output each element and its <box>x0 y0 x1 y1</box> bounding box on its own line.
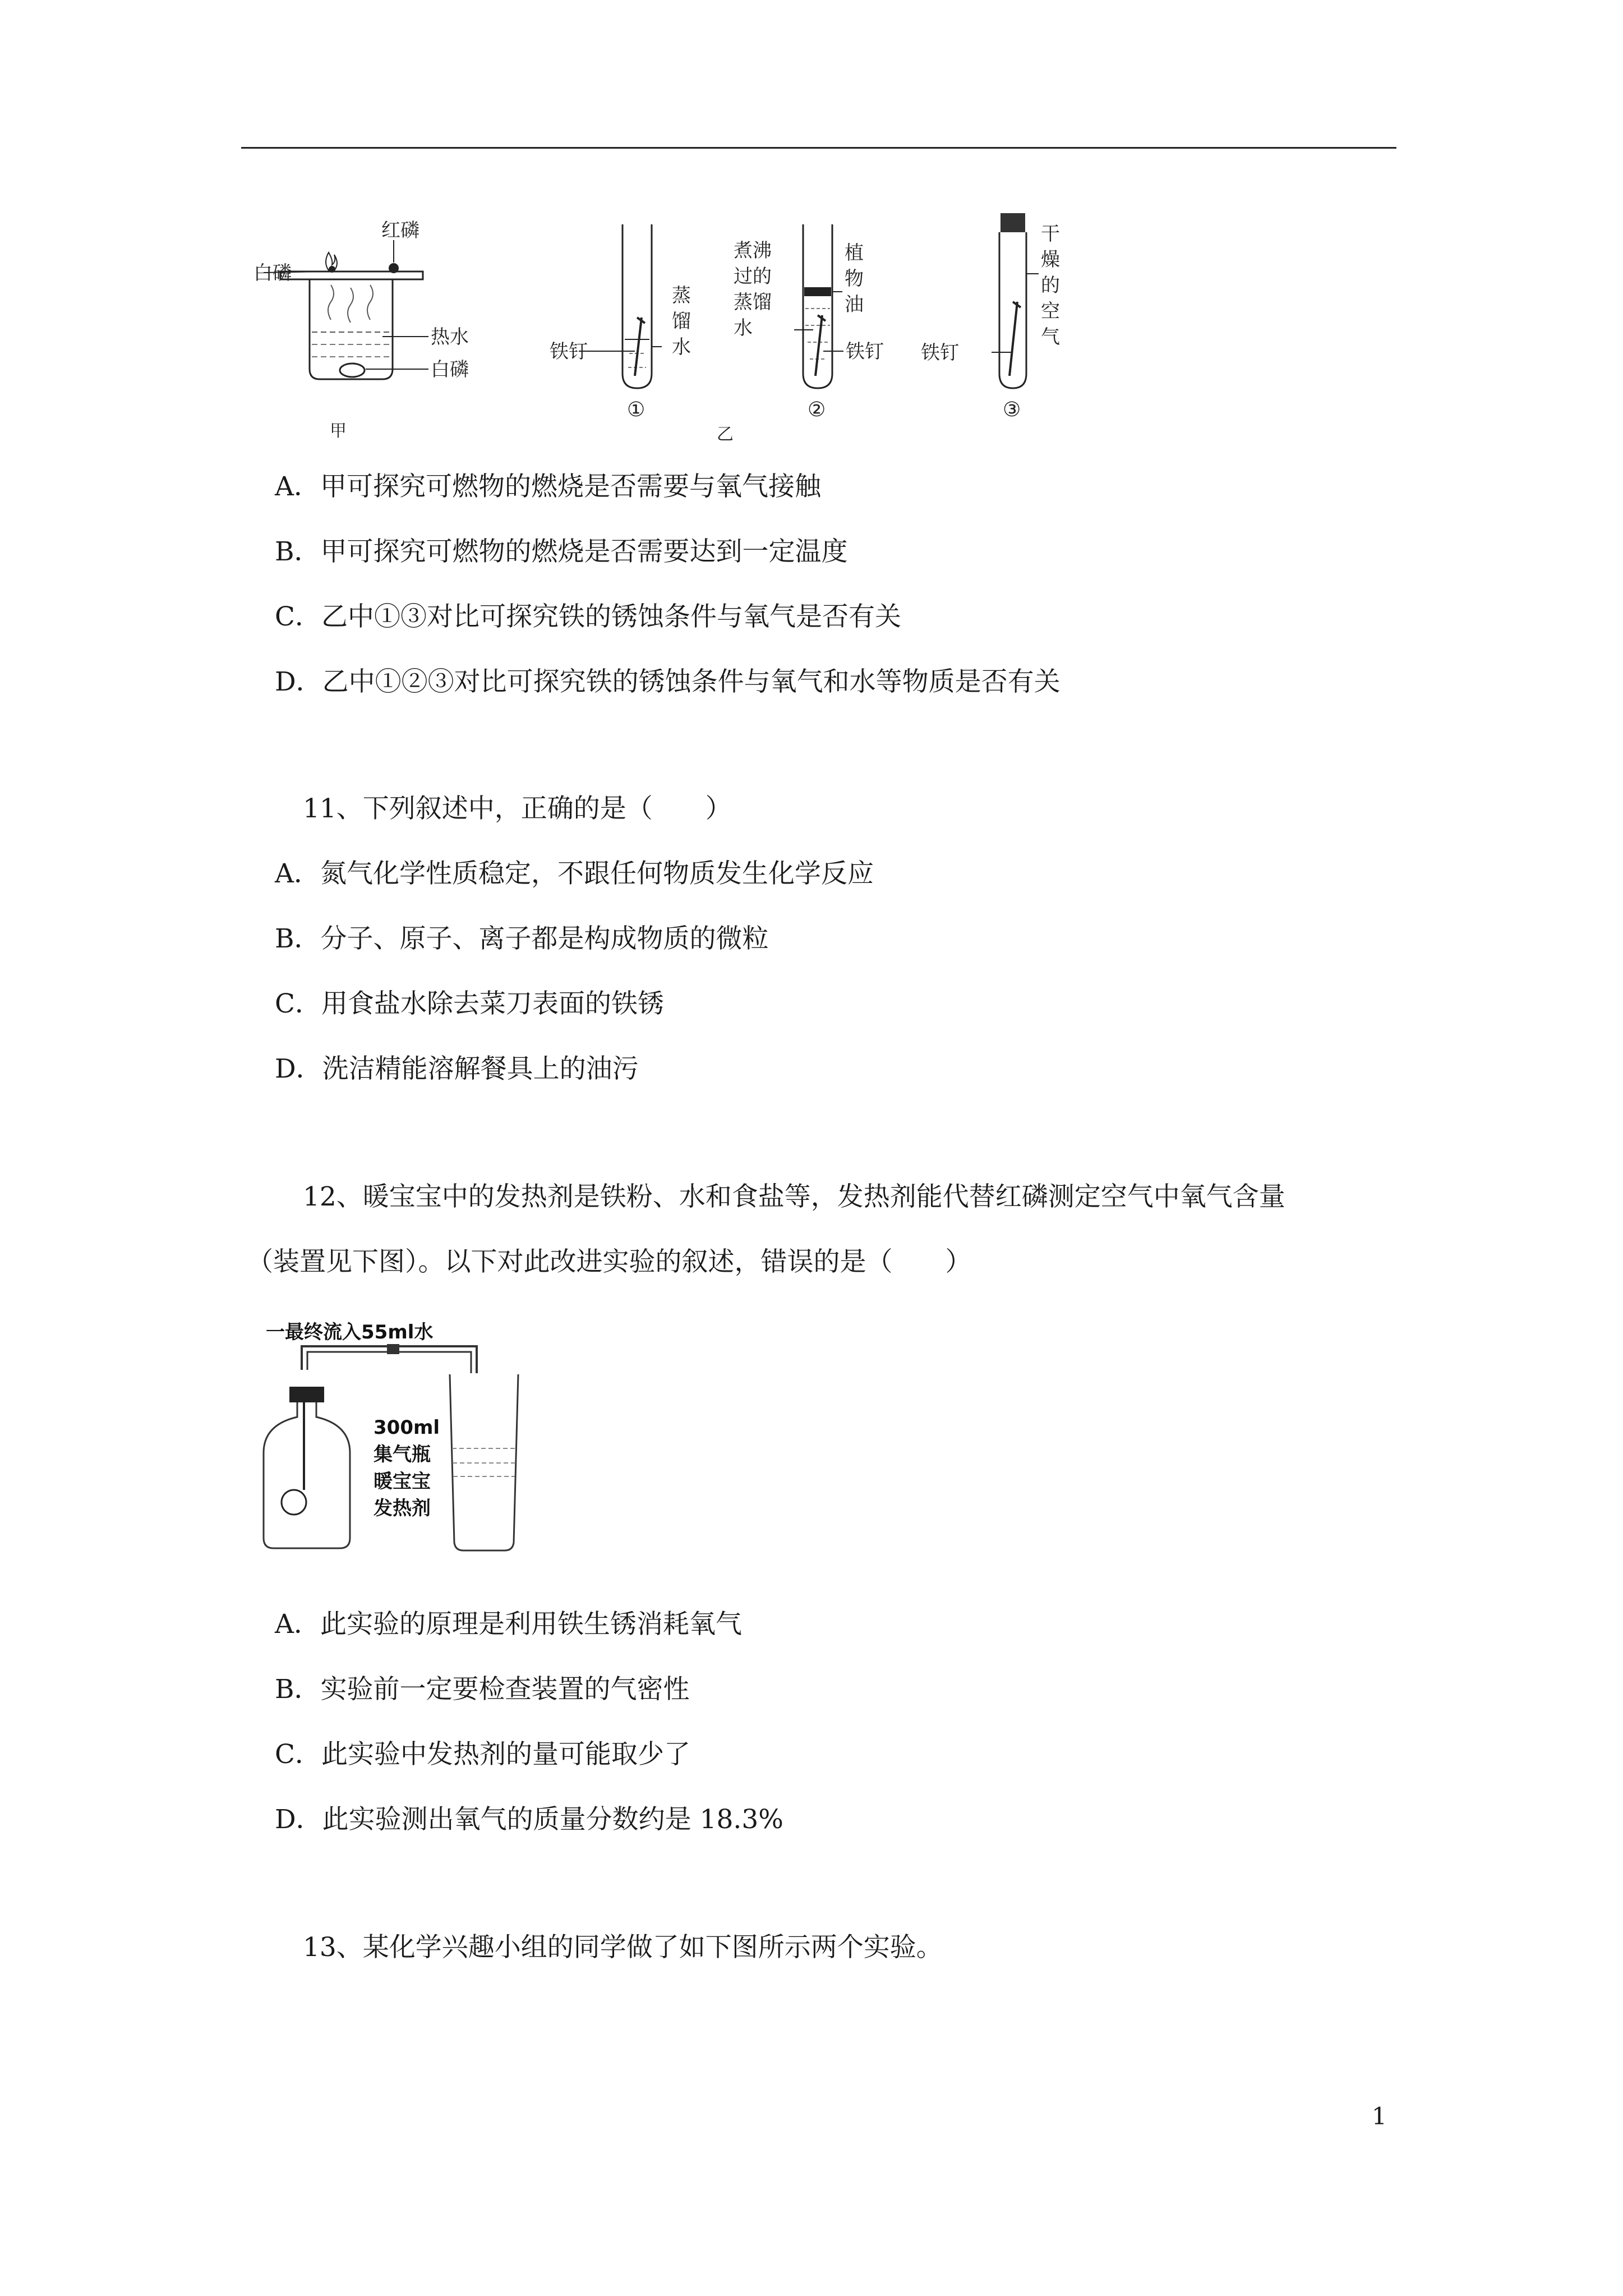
label-hot-water: 热水 <box>431 326 469 348</box>
q11-option-d: D．洗洁精能溶解餐具上的油污 <box>275 1053 639 1084</box>
q11-option-c: C．用食盐水除去菜刀表面的铁锈 <box>275 988 664 1019</box>
page-number: 1 <box>1372 2102 1387 2130</box>
label-dry-air-1: 干 <box>1041 223 1060 245</box>
q11-stem: 11、下列叙述中，正确的是（ ） <box>303 793 732 824</box>
label-final-inflow: 一最终流入55ml水 <box>266 1321 434 1343</box>
label-white-phosphorus-bottom: 白磷 <box>431 358 469 381</box>
experiment-figure-jia-yi <box>236 208 1133 449</box>
label-red-phosphorus: 红磷 <box>381 219 419 242</box>
q10-option-d: D．乙中①②③对比可探究铁的锈蚀条件与氧气和水等物质是否有关 <box>275 666 1061 697</box>
label-nail-1: 铁钉 <box>550 341 588 363</box>
label-distilled-water-2: 馏 <box>672 310 691 333</box>
q11-option-a: A．氮气化学性质稳定，不跟任何物质发生化学反应 <box>275 858 874 889</box>
label-hand-warmer: 暖宝宝 <box>374 1470 431 1493</box>
figure-yi-tube-2 <box>734 224 884 421</box>
label-tube-3-number: ③ <box>1003 398 1021 421</box>
label-vegetable-oil-1: 植 <box>845 242 864 264</box>
q12-option-a: A．此实验的原理是利用铁生锈消耗氧气 <box>275 1609 742 1640</box>
label-boiled-water-3: 蒸馏 <box>734 291 772 314</box>
oxygen-content-apparatus-figure <box>241 1318 555 1565</box>
label-vegetable-oil-2: 物 <box>845 268 864 290</box>
q12-option-b: B．实验前一定要检查装置的气密性 <box>275 1674 690 1705</box>
q11-option-b: B．分子、原子、离子都是构成物质的微粒 <box>275 923 769 954</box>
q10-option-c: C．乙中①③对比可探究铁的锈蚀条件与氧气是否有关 <box>275 601 901 632</box>
label-boiled-water-1: 煮沸 <box>734 240 772 262</box>
label-tube-1-number: ① <box>627 398 645 421</box>
caption-yi: 乙 <box>717 425 734 444</box>
label-dry-air-3: 的 <box>1041 274 1060 297</box>
figure-yi-tube-1 <box>550 224 734 444</box>
caption-jia: 甲 <box>330 421 347 441</box>
q12-stem-line-2: （装置见下图）。以下对此改进实验的叙述，错误的是（ ） <box>247 1246 972 1277</box>
label-distilled-water-3: 水 <box>672 336 691 358</box>
label-distilled-water-1: 蒸 <box>672 284 691 307</box>
label-heating-agent: 发热剂 <box>374 1497 431 1520</box>
q10-option-a: A．甲可探究可燃物的燃烧是否需要与氧气接触 <box>275 471 821 502</box>
label-boiled-water-2: 过的 <box>734 265 772 288</box>
label-boiled-water-4: 水 <box>734 317 753 339</box>
q12-option-c: C．此实验中发热剂的量可能取少了 <box>275 1739 690 1770</box>
q12-stem-line-1: 12、暖宝宝中的发热剂是铁粉、水和食盐等，发热剂能代替红磷测定空气中氧气含量 <box>303 1181 1285 1212</box>
label-nail-2: 铁钉 <box>846 341 884 363</box>
label-dry-air-2: 燥 <box>1041 249 1060 271</box>
header-rule <box>241 147 1396 149</box>
label-gas-bottle: 集气瓶 <box>374 1443 431 1466</box>
label-white-phosphorus-top: 白磷 <box>253 262 292 284</box>
q13-stem: 13、某化学兴趣小组的同学做了如下图所示两个实验。 <box>303 1932 943 1963</box>
label-nail-3: 铁钉 <box>921 342 959 364</box>
label-dry-air-5: 气 <box>1041 326 1060 348</box>
label-tube-2-number: ② <box>808 398 826 421</box>
label-vegetable-oil-3: 油 <box>845 293 864 316</box>
figure-jia <box>253 219 469 441</box>
label-dry-air-4: 空 <box>1041 300 1060 323</box>
q12-option-d: D．此实验测出氧气的质量分数约是 18.3% <box>275 1804 783 1835</box>
label-volume: 300ml <box>374 1416 440 1439</box>
figure-yi-tube-3 <box>921 213 1060 421</box>
q10-option-b: B．甲可探究可燃物的燃烧是否需要达到一定温度 <box>275 536 848 567</box>
